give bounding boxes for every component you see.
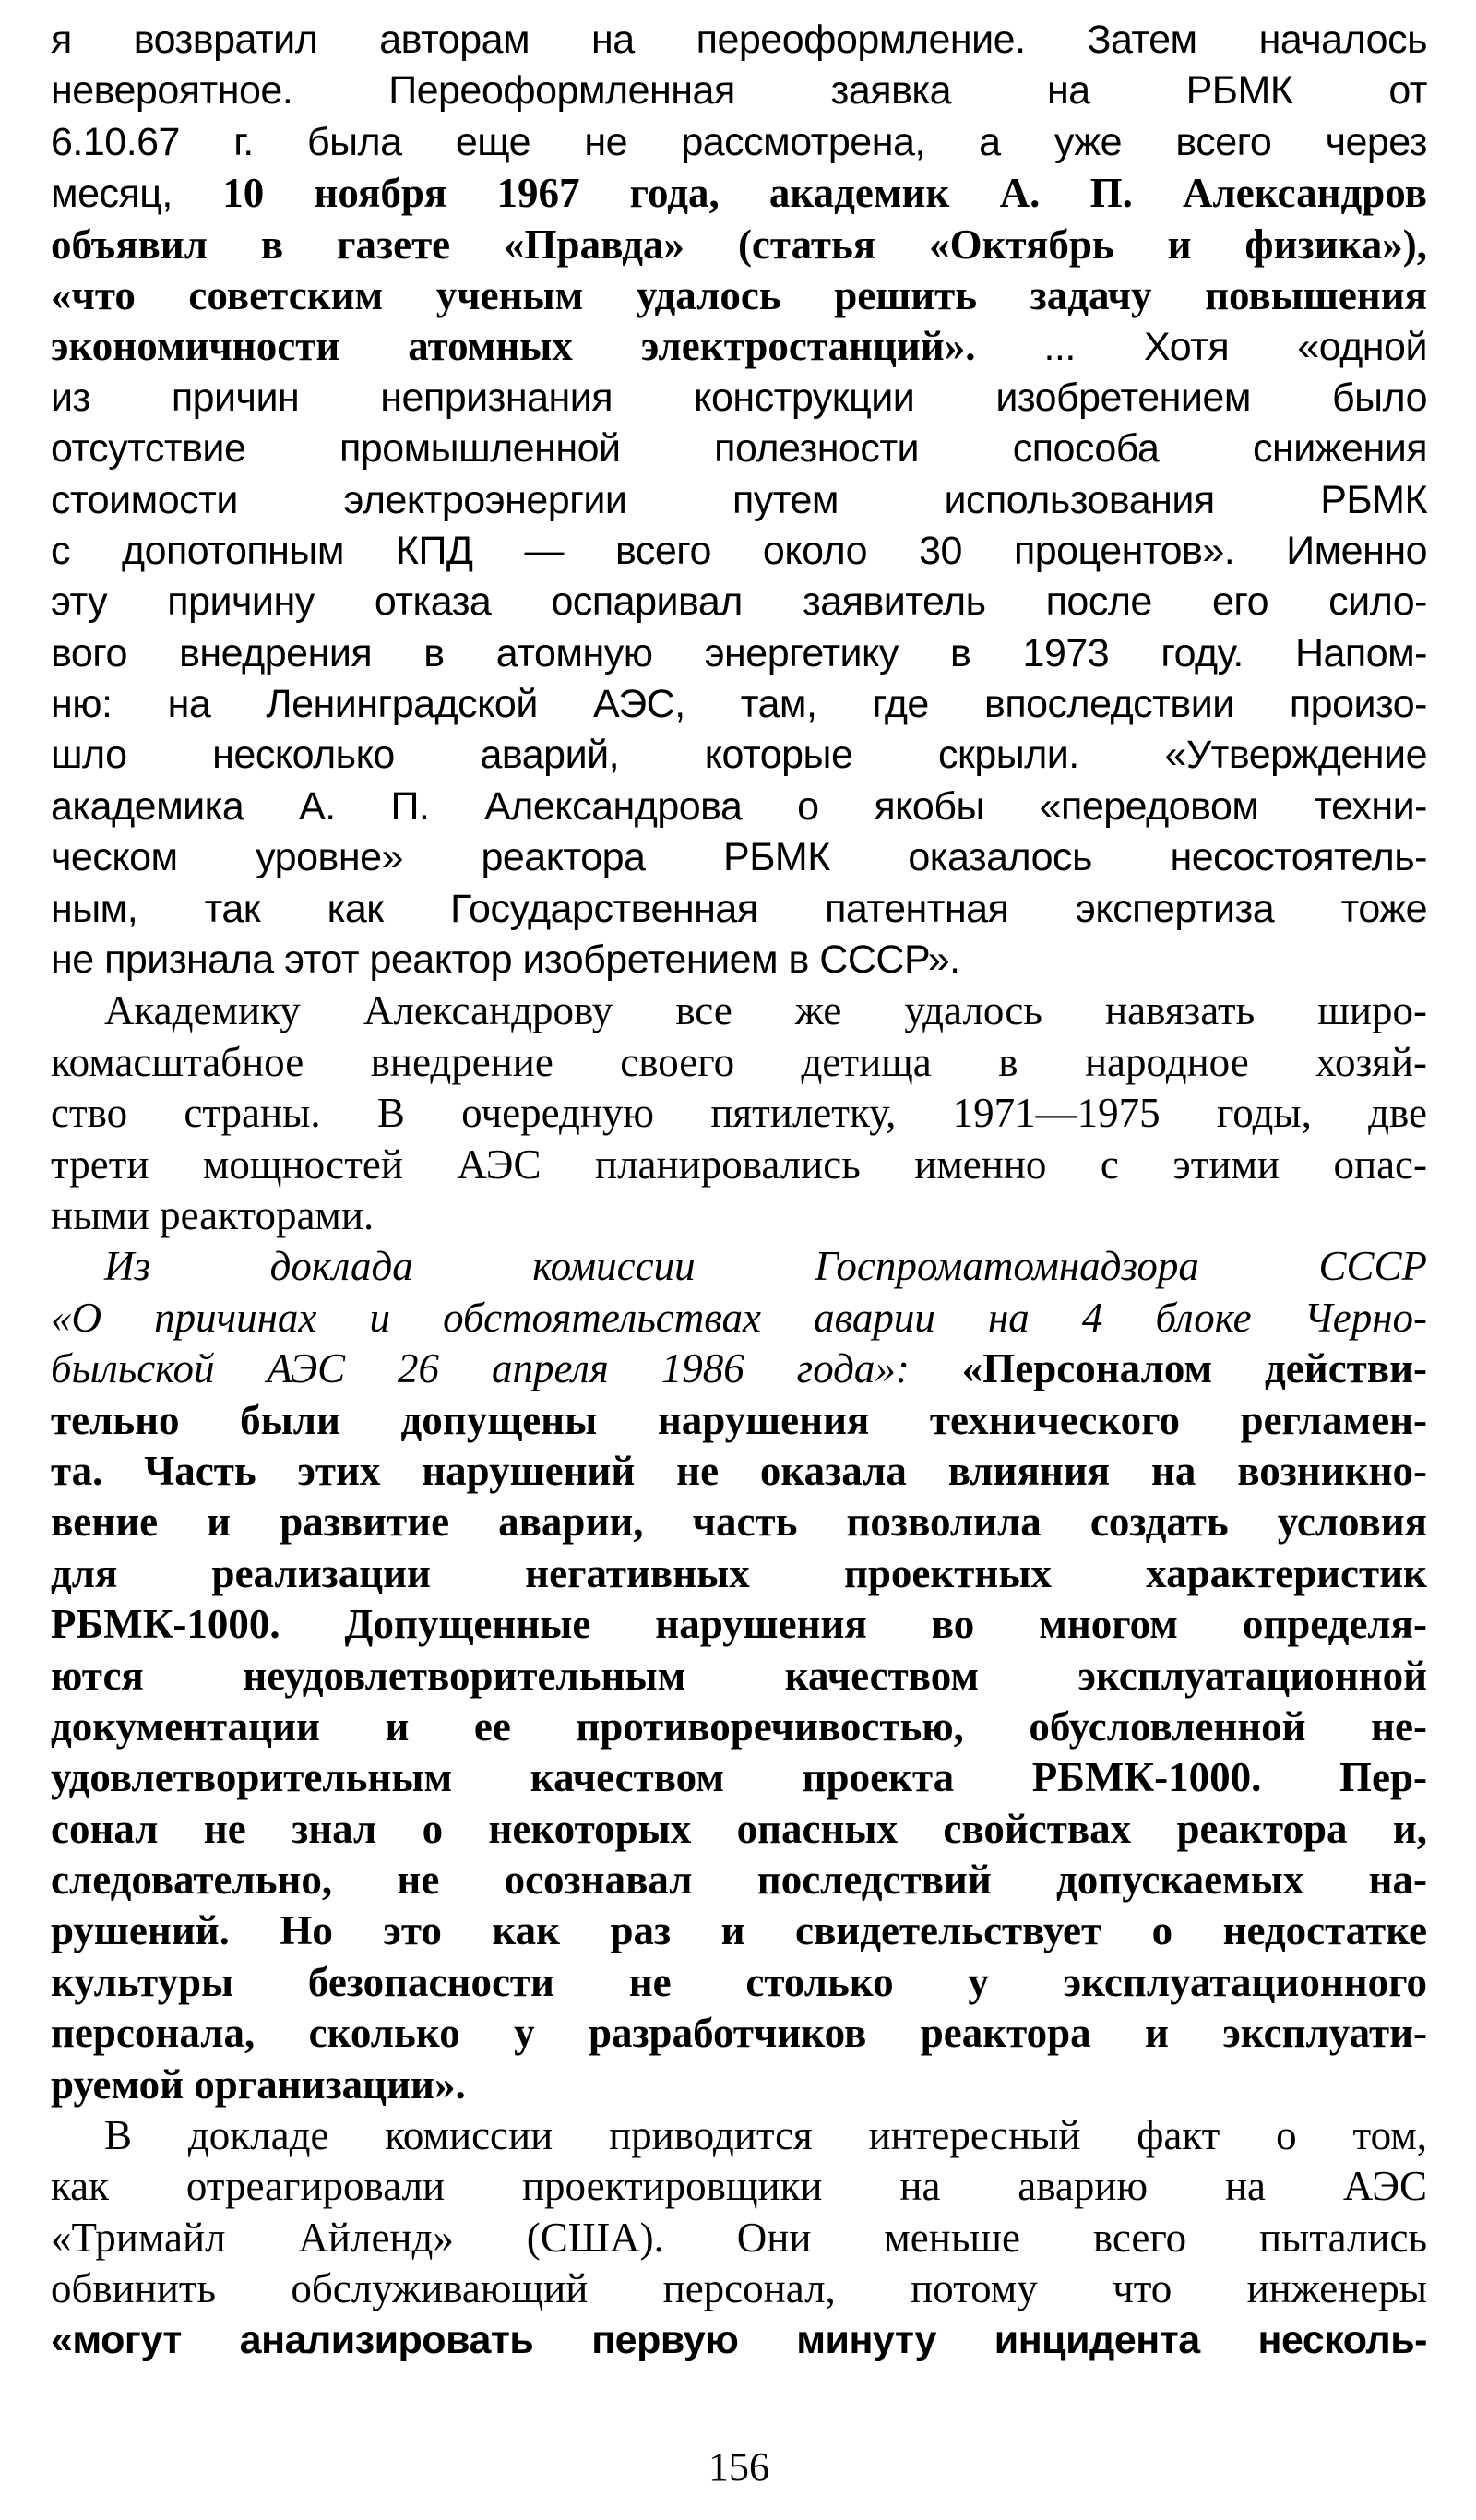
text-segment: «что советским ученым удалось решить задачу повышения [51, 271, 1427, 318]
text-segment: ... Хотя «одной [1043, 325, 1427, 370]
text-line [51, 2263, 1427, 2314]
text-line [51, 935, 1427, 985]
text-line [51, 66, 1427, 116]
text-line [51, 270, 1427, 321]
text-segment: объявил в газете «Правда» (статья «Октябрь и физика»), [51, 221, 1427, 268]
text-segment: ются неудовлетворительным качеством эксплуатационной [51, 1652, 1427, 1699]
text-segment: эту причину отказа оспаривал заявитель после его сило- [51, 579, 1427, 625]
text-line [51, 1395, 1427, 1446]
text-line [51, 373, 1427, 424]
text-line [51, 1293, 1427, 1344]
text-segment: персонала, сколько у разработчиков реактора и эксплуати- [51, 2010, 1427, 2057]
text-line [51, 1752, 1427, 1803]
text-line [51, 2213, 1427, 2263]
text-segment: комасштабное внедрение своего детища в народное хозяй- [51, 1038, 1427, 1085]
text-line [51, 1088, 1427, 1139]
text-segment: ческом уровне» реактора РБМК оказалось несостоятель- [51, 835, 1427, 880]
text-line [51, 220, 1427, 270]
text-segment: «Тримайл Айленд» (США). Они меньше всего пытались [51, 2214, 1427, 2261]
text-segment: ство страны. В очередную пятилетку, 1971—1975 годы, две [51, 1090, 1427, 1137]
text-segment: руемой организации». [51, 2060, 466, 2108]
text-segment: «Персоналом действи- [961, 1345, 1427, 1392]
text-segment: культуры безопасности не столько у эксплуатационного [51, 1958, 1427, 2005]
text-segment: документации и ее противоречивостью, обусловленной не- [51, 1702, 1427, 1750]
text-line [51, 117, 1427, 168]
text-segment: с допотопным КПД — всего около 30 процентов». Именно [51, 528, 1427, 573]
text-line [51, 321, 1427, 372]
text-line [51, 1804, 1427, 1855]
text-segment: как отреагировали проектировщики на аварию на АЭС [51, 2163, 1427, 2210]
text-segment: ню: на Ленинградской АЭС, там, где впоследствии произо- [51, 682, 1427, 727]
text-line [51, 2060, 1427, 2110]
text-line [51, 679, 1427, 730]
text-line [51, 1651, 1427, 1702]
text-line [51, 985, 1427, 1036]
text-segment: обвинить обслуживающий персонал, потому что инженеры [51, 2265, 1427, 2312]
page-body [51, 15, 1427, 2366]
text-segment: 10 ноября 1967 года, академик А. П. Александров [222, 170, 1427, 217]
text-segment: для реализации негативных проектных характеристик [51, 1549, 1427, 1596]
text-segment: вого внедрения в атомную энергетику в 1973 году. Напом- [51, 630, 1427, 675]
text-segment: ным, так как Государственная патентная экспертиза тоже [51, 886, 1427, 931]
text-line [51, 2008, 1427, 2059]
text-segment: вение и развитие аварии, часть позволила создать условия [51, 1499, 1427, 1546]
text-line [51, 884, 1427, 935]
text-segment: сонал не знал о некоторых опасных свойствах реактора и, [51, 1805, 1427, 1852]
text-segment: рушений. Но это как раз и свидетельствует о недостатке [51, 1907, 1427, 1954]
text-line [51, 424, 1427, 474]
text-segment: экономичности атомных электростанций». [51, 323, 1044, 370]
text-line [51, 1241, 1427, 1292]
text-line [51, 1599, 1427, 1650]
text-line [51, 782, 1427, 832]
text-segment: та. Часть этих нарушений не оказала влияния на возникно- [51, 1447, 1427, 1494]
text-segment: из причин непризнания конструкции изобретением было [51, 375, 1427, 420]
text-segment: В докладе комиссии приводится интересный факт о том, [104, 2112, 1427, 2159]
text-line [51, 2161, 1427, 2212]
text-segment: быльской АЭС 26 апреля 1986 года»: [51, 1345, 962, 1392]
text-line [51, 1446, 1427, 1497]
text-line [51, 628, 1427, 679]
text-segment: я возвратил авторам на переоформление. Затем началось [51, 18, 1427, 62]
text-segment: удовлетворительным качеством проекта РБМК-1000. Пер- [51, 1754, 1427, 1801]
text-line [51, 832, 1427, 883]
text-line [51, 475, 1427, 526]
text-line [51, 15, 1427, 66]
text-line [51, 168, 1427, 219]
text-segment: Из доклада комиссии Госпроматомнадзора СССР [104, 1243, 1427, 1290]
text-segment: ными реакторами. [51, 1191, 375, 1238]
text-line [51, 1497, 1427, 1547]
text-line [51, 1905, 1427, 1956]
text-line [51, 1702, 1427, 1752]
text-line [51, 1855, 1427, 1905]
text-segment: тельно были допущены нарушения технического регламен- [51, 1396, 1427, 1443]
text-segment: «могут анализировать первую минуту инцидента несколь- [51, 2317, 1427, 2362]
text-segment: стоимости электроэнергии путем использования РБМК [51, 477, 1427, 522]
text-segment: трети мощностей АЭС планировались именно с этими опас- [51, 1141, 1427, 1188]
text-segment: отсутствие промышленной полезности способа снижения [51, 426, 1427, 472]
text-segment: шло несколько аварий, которые скрыли. «Утверждение [51, 733, 1427, 778]
text-segment: РБМК-1000. Допущенные нарушения во многом определя- [51, 1601, 1427, 1648]
text-line [51, 1190, 1427, 1241]
text-segment: Академику Александрову все же удалось навязать широ- [104, 987, 1427, 1034]
page-number: 156 [708, 2444, 769, 2490]
text-segment: не признала этот реактор изобретением в СССР». [51, 938, 960, 983]
text-segment: 6.10.67 г. была еще не рассмотрена, а уже всего через [51, 119, 1427, 164]
text-line [51, 1037, 1427, 1088]
text-segment: следовательно, не осознавал последствий допускаемых на- [51, 1857, 1427, 1904]
text-line [51, 1957, 1427, 2008]
text-line [51, 2315, 1427, 2366]
text-line [51, 526, 1427, 577]
text-line [51, 730, 1427, 781]
text-line [51, 577, 1427, 627]
text-line [51, 2110, 1427, 2161]
text-segment: месяц, [51, 172, 223, 217]
text-line [51, 1140, 1427, 1190]
text-segment: «О причинах и обстоятельствах аварии на 4 блоке Черно- [51, 1294, 1427, 1341]
text-segment: академика А. П. Александрова о якобы «передовом техни- [51, 783, 1427, 829]
text-line [51, 1344, 1427, 1394]
text-line [51, 1548, 1427, 1599]
text-segment: невероятное. Переоформленная заявка на РБМК от [51, 68, 1427, 113]
